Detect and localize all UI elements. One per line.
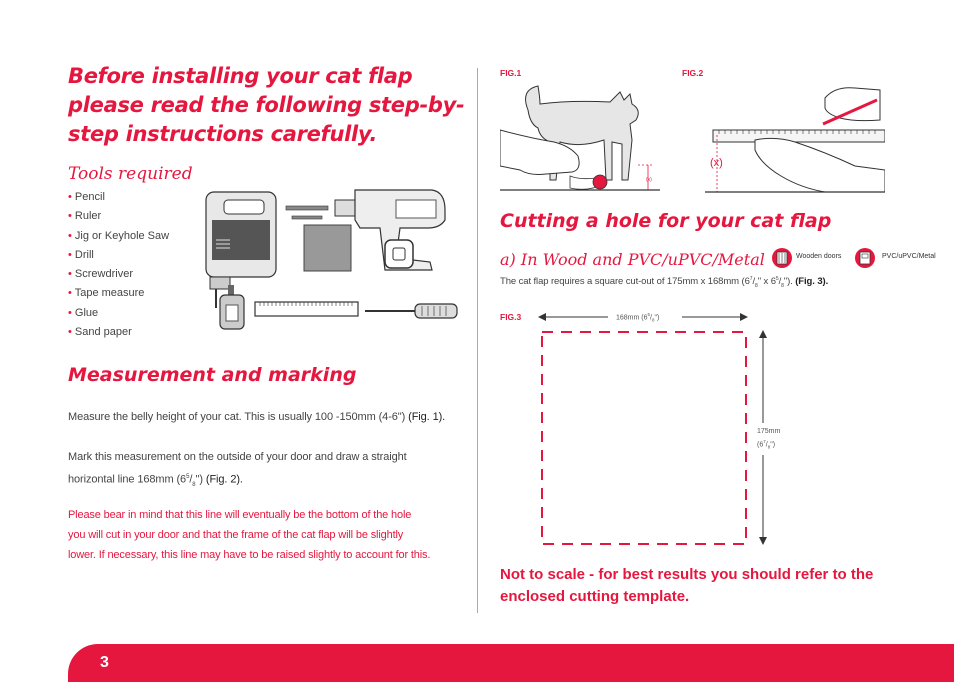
sandpaper-icon xyxy=(304,225,351,271)
cut-out-outline xyxy=(542,332,746,544)
fig2-x-mark: (x) xyxy=(710,157,723,169)
fig3-label: FIG.3 xyxy=(500,312,522,322)
hand-icon xyxy=(755,138,885,192)
pvc-door-icon xyxy=(855,248,875,268)
tools-illustration xyxy=(200,180,470,340)
list-item: • Jig or Keyhole Saw xyxy=(68,229,169,248)
cut-requirement-text: The cat flap requires a square cut-out of 175mm x 168mm ($6^7/_8$" x $6^5/_8$"). (Fig. 3). xyxy=(500,276,829,290)
fig-reference: (Fig. 1). xyxy=(408,411,446,423)
fig-reference: (Fig. 2). xyxy=(205,473,243,486)
tape-measure-icon xyxy=(385,240,413,268)
wooden-doors-label: Wooden doors xyxy=(796,253,842,260)
pvc-doors-label: PVC/uPVC/Metal xyxy=(882,253,936,260)
measure-title: Measurement and marking xyxy=(68,364,357,386)
drill-bit-icon xyxy=(286,206,328,219)
ruler-icon xyxy=(713,130,885,142)
page-number: 3 xyxy=(100,654,109,671)
column-divider xyxy=(477,68,478,613)
footer-bar xyxy=(68,644,954,682)
width-dimension: 168mm $(6^5/_8")$ xyxy=(616,312,660,323)
wooden-door-icon xyxy=(772,248,792,268)
tools-title: Tools required xyxy=(68,164,193,184)
fig-reference: (Fig. 3). xyxy=(795,276,829,288)
scale-note: Not to scale - for best results you should refer to the enclosed cutting template. xyxy=(500,566,874,605)
subsection-a-title: a) In Wood and PVC/uPVC/Metal xyxy=(500,250,765,269)
warning-paragraph: Please bear in mind that this line will eventually be the bottom of the hole you will cut in your door and that the frame of the cat flap will be slightly lower. If necessary, this line may have to be raised slightly to account for this. xyxy=(68,509,431,561)
fig1-illustration xyxy=(500,80,665,198)
height-dimension: 175mm $(6^7/_8")$ xyxy=(757,428,781,450)
jigsaw-icon xyxy=(206,192,276,308)
tools-list xyxy=(68,190,169,344)
cut-title: Cutting a hole for your cat flap xyxy=(500,210,832,232)
list-item: • Ruler xyxy=(68,209,169,228)
hand-with-pencil-icon xyxy=(823,88,880,124)
screwdriver-icon xyxy=(365,304,457,318)
list-item: • Glue xyxy=(68,306,169,325)
fig2-illustration xyxy=(705,80,885,198)
tape-measure-icon xyxy=(593,175,607,189)
list-item: • Drill xyxy=(68,248,169,267)
fig1-label: FIG.1 xyxy=(500,68,522,78)
measure-paragraph-1: Measure the belly height of your cat. This is usually 100 -150mm (4-6") (Fig. 1). xyxy=(68,411,446,423)
fig1-x-mark: (x) xyxy=(646,177,652,183)
fig3-diagram xyxy=(530,305,780,555)
list-item: • Screwdriver xyxy=(68,267,169,286)
ruler-icon xyxy=(255,302,358,316)
page-title: Before installing your cat flap please read the following step-by-step instructions carefully. xyxy=(68,64,465,146)
list-item: • Tape measure xyxy=(68,286,169,305)
fig2-label: FIG.2 xyxy=(682,68,704,78)
list-item: • Pencil xyxy=(68,190,169,209)
list-item: • Sand paper xyxy=(68,325,169,344)
glue-icon xyxy=(220,285,244,329)
measure-paragraph-2: Mark this measurement on the outside of your door and draw a straight horizontal line 168mm $(6^5/_8")$ (Fig. 2). xyxy=(68,451,407,488)
